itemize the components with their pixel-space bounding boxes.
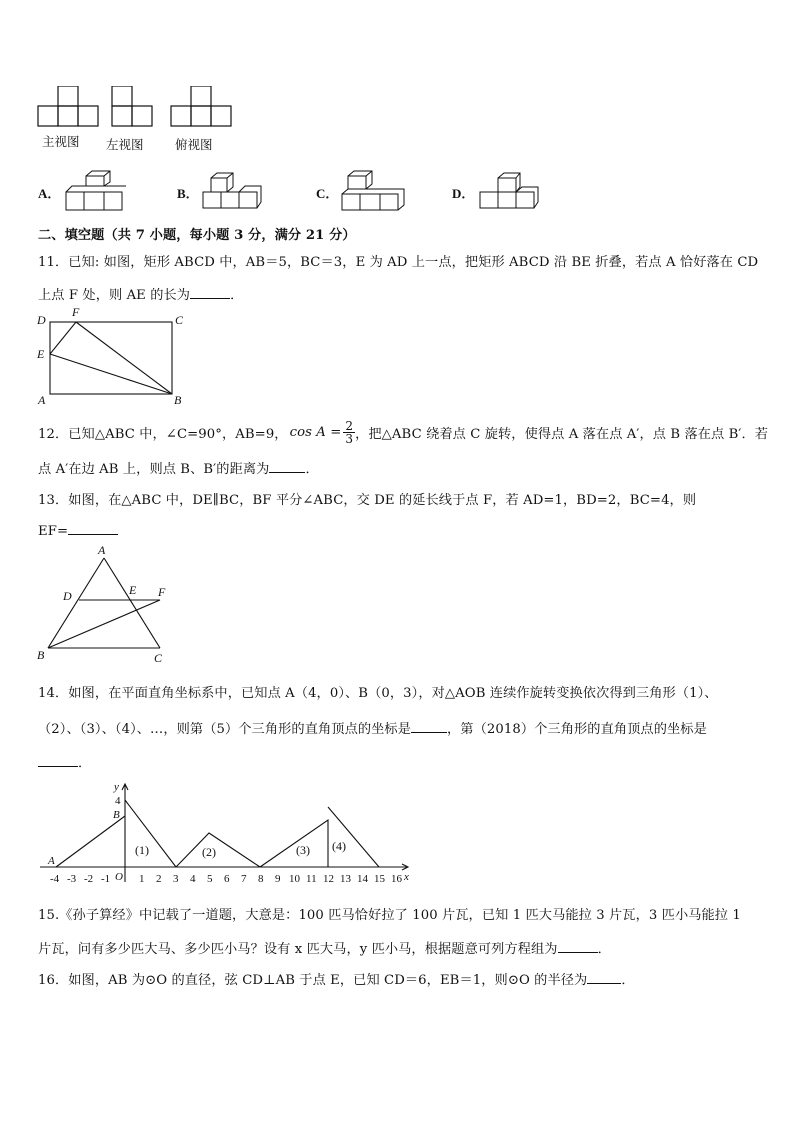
q15-answer-blank[interactable] [558, 940, 598, 953]
q14-tri-label-2: (2) [202, 845, 216, 859]
q12-period: ． [305, 462, 319, 477]
q16-line1 [38, 969, 635, 988]
q11-label-a: A [38, 393, 46, 407]
q12-line1 [38, 420, 768, 445]
q14-line1: 14．如图，在平面直角坐标系中，已知点 A（4，0）、B（0，3），对△AOB 连续作旋转变换依次得到三角形（1）、 [38, 686, 718, 701]
q11-figure [34, 304, 194, 408]
q14-tick-label: 5 [207, 873, 213, 885]
option-c-label[interactable]: C． [316, 186, 339, 201]
q14-tick-label: 13 [340, 873, 351, 885]
q14-axis-four: 4 [115, 795, 121, 807]
front-view-figure [36, 86, 100, 130]
q14-label-b: B [113, 809, 120, 821]
q15-line1: 15.《孙子算经》中记载了一道题，大意是：100 匹马恰好拉了 100 片瓦，已知 1 匹大马能拉 3 片瓦，3 匹小马能拉 1 [38, 908, 741, 923]
q14-tick-label: 14 [357, 873, 368, 885]
q14-tick-label: 2 [156, 873, 162, 885]
option-b-figure[interactable] [199, 170, 263, 214]
q16-answer-blank[interactable] [587, 971, 621, 984]
q11-line1: 11．已知: 如图，矩形 ABCD 中，AB＝5，BC＝3，E 为 AD 上一点，把矩形 ABCD 沿 BE 折叠，若点 A 恰好落在 CD [38, 255, 759, 270]
q14-tick-label: 11 [306, 873, 317, 885]
q15-period: ． [597, 942, 611, 957]
q11-label-c: C [175, 313, 184, 327]
q15-line2 [38, 938, 611, 957]
q14-period: ． [78, 756, 92, 771]
q14-tick-label: 10 [289, 873, 300, 885]
q12-answer-blank[interactable] [269, 460, 305, 473]
q14-tri-label-4: (4) [332, 839, 346, 853]
top-view-label: 俯视图 [175, 138, 213, 152]
q11-line2-text: 上点 F 处，则 AE 的长为 [38, 288, 191, 303]
q13-line2 [38, 522, 118, 539]
q14-label-a: A [48, 855, 55, 867]
q11-label-d: D [37, 313, 46, 327]
q13-answer-blank[interactable] [68, 522, 118, 535]
q14-tick-label: -1 [101, 873, 111, 885]
q11-answer-blank[interactable] [190, 286, 230, 299]
q14-figure [36, 778, 416, 888]
q14-tick-label: 1 [139, 873, 145, 885]
q14-tick-label: 4 [190, 873, 196, 885]
q14-answer-blank-1[interactable] [411, 720, 447, 733]
left-view-label: 左视图 [106, 138, 144, 152]
q14-tick-label: -2 [84, 873, 94, 885]
q13-line2-text: EF= [38, 524, 69, 539]
option-c-figure[interactable] [340, 170, 406, 214]
q14-tick-label: 12 [323, 873, 334, 885]
q13-figure [34, 542, 174, 666]
q13-label-f: F [158, 585, 166, 599]
q11-line2 [38, 284, 243, 303]
q14-tick-label: 3 [173, 873, 179, 885]
q11-label-b: B [174, 393, 182, 407]
left-view-figure [110, 86, 156, 130]
option-a-figure[interactable] [62, 170, 126, 214]
q13-label-e: E [129, 583, 137, 597]
q14-line2 [38, 718, 707, 737]
option-b-label[interactable]: B． [177, 186, 199, 201]
q14-line2-text-b: ，第（2018）个三角形的直角顶点的坐标是 [447, 722, 707, 737]
q13-label-c: C [154, 651, 163, 665]
q12-fraction-denominator: 3 [345, 432, 354, 446]
q14-tick-label: -3 [67, 873, 77, 885]
q12-cos: cos A = [289, 425, 342, 440]
q14-tick-label: 15 [374, 873, 385, 885]
q14-tick-label: 16 [391, 873, 402, 885]
q11-label-f: F [72, 305, 80, 319]
q13-label-a: A [98, 543, 106, 557]
option-d-label[interactable]: D． [452, 186, 475, 201]
q16-line1-text: 16．如图，AB 为⊙O 的直径，弦 CD⊥AB 于点 E，已知 CD＝6，EB＝1，则⊙O 的半径为 [38, 973, 588, 988]
top-view-figure [169, 86, 233, 130]
q12-line2-text: 点 A′在边 AB 上，则点 B、B′的距离为 [38, 462, 270, 477]
q12-line2 [38, 458, 319, 477]
q14-tick-label: 9 [275, 873, 281, 885]
front-view-label: 主视图 [42, 135, 80, 149]
q14-tick-label: -4 [50, 873, 60, 885]
q12-fraction [343, 420, 355, 445]
q13-line1: 13．如图，在△ABC 中，DE∥BC，BF 平分∠ABC，交 DE 的延长线于点 F，若 AD=1，BD=2，BC=4，则 [38, 493, 697, 508]
q13-label-b: B [37, 648, 45, 662]
q14-axis-x: x [404, 871, 409, 883]
q12-line1-text-a: 12．已知△ABC 中，∠C=90°，AB=9， [38, 427, 288, 442]
q12-fraction-numerator: 2 [345, 419, 354, 433]
q14-tri-label-3: (3) [296, 843, 310, 857]
option-d-figure[interactable] [476, 170, 540, 214]
q11-label-e: E [37, 347, 45, 361]
q14-answer-blank-2[interactable] [38, 754, 78, 767]
q16-period: ． [621, 973, 635, 988]
q14-axis-y: y [114, 781, 119, 793]
q14-label-o: O [115, 871, 123, 883]
q14-tri-label-1: (1) [135, 843, 149, 857]
option-a-label[interactable]: A． [38, 186, 61, 201]
section-header: 二、填空题（共 7 小题，每小题 3 分，满分 21 分） [38, 228, 356, 243]
q14-tick-label: 6 [224, 873, 230, 885]
q12-line1-text-b: ，把△ABC 绕着点 C 旋转，使得点 A 落在点 A′，点 B 落在点 B′．若 [355, 427, 769, 442]
q13-label-d: D [63, 589, 72, 603]
q14-tick-label: 7 [241, 873, 247, 885]
q11-period: ． [230, 288, 244, 303]
q15-line2-text: 片瓦，问有多少匹大马、多少匹小马？设有 x 匹大马，y 匹小马，根据题意可列方程组为 [38, 942, 558, 957]
q14-line3 [38, 752, 91, 771]
q14-tick-label: 8 [258, 873, 264, 885]
q14-line2-text-a: （2）、（3）、（4）、…，则第（5）个三角形的直角顶点的坐标是 [38, 722, 412, 737]
